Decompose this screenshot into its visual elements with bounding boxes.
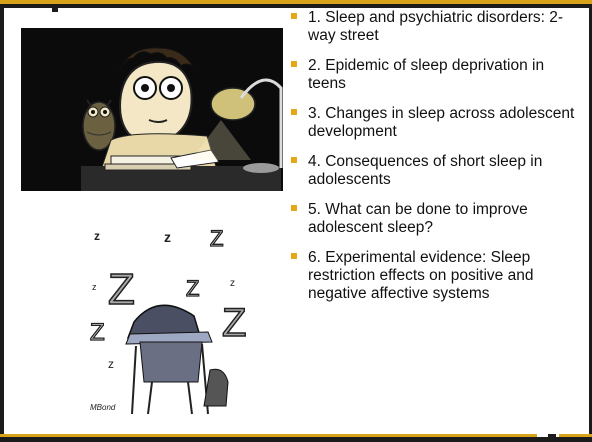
svg-text:Z: Z	[210, 226, 224, 251]
left-border	[0, 4, 4, 438]
svg-text:z: z	[94, 229, 100, 243]
agenda-list	[291, 9, 583, 315]
sleeping-student-drawing	[82, 210, 252, 420]
sleepless-student-illustration	[21, 28, 283, 191]
corner-notch-mark	[52, 8, 58, 12]
bullet-square-icon	[291, 157, 297, 163]
svg-text:z: z	[164, 229, 171, 245]
bullet-square-icon	[291, 253, 297, 259]
agenda-item-text: 6. Experimental evidence: Sleep restriction effects on positive and negative affective systems	[308, 249, 534, 302]
svg-text:Z: Z	[186, 276, 200, 301]
svg-text:Z: Z	[90, 319, 105, 346]
agenda-item-text: 3. Changes in sleep across adolescent development	[308, 105, 575, 140]
agenda-item-text: 2. Epidemic of sleep deprivation in teens	[308, 57, 545, 92]
sleepless-student-drawing	[21, 28, 283, 191]
bottom-accent-bar	[0, 434, 592, 437]
svg-text:z: z	[108, 357, 114, 371]
agenda-item	[291, 201, 583, 237]
agenda-item	[291, 249, 583, 303]
agenda-item	[291, 57, 583, 93]
corner-notch-mark	[548, 434, 556, 437]
bullet-square-icon	[291, 13, 297, 19]
svg-text:z: z	[230, 278, 235, 289]
sleeping-student-figure	[126, 305, 228, 414]
svg-text:Z: Z	[222, 301, 247, 345]
cartoon-signature: MBond	[90, 403, 116, 412]
corner-notch	[40, 8, 62, 12]
svg-text:z: z	[92, 282, 97, 292]
agenda-item-text: 4. Consequences of short sleep in adolescents	[308, 153, 543, 188]
svg-text:Z: Z	[108, 265, 135, 314]
top-border	[0, 4, 592, 8]
agenda-item-text: 5. What can be done to improve adolescent sleep?	[308, 201, 528, 236]
sleeping-student-illustration	[82, 210, 252, 420]
agenda-item	[291, 105, 583, 141]
bullet-square-icon	[291, 205, 297, 211]
bullet-square-icon	[291, 109, 297, 115]
bullet-square-icon	[291, 61, 297, 67]
agenda-item	[291, 9, 583, 45]
agenda-item	[291, 153, 583, 189]
bottom-border	[0, 437, 592, 442]
agenda-item-text: 1. Sleep and psychiatric disorders: 2-way street	[308, 9, 564, 44]
